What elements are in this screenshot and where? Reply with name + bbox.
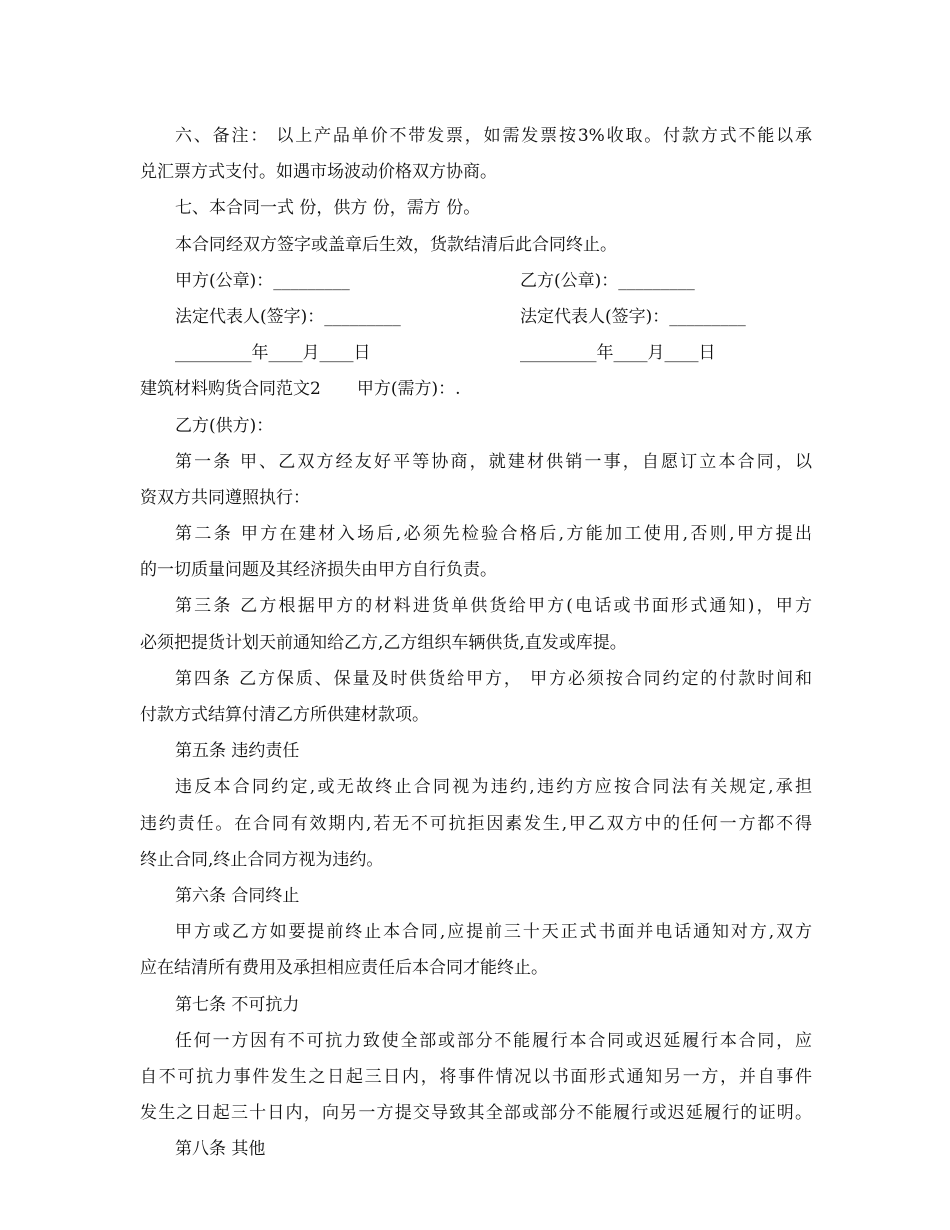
party-b-representative: 法定代表人(签字)：_________: [520, 306, 746, 327]
contract-heading: [140, 371, 812, 407]
article-5-line-2: 违约责任。在合同有效期内,若无不可抗拒因素发生,甲乙双方中的任何一方都不得: [140, 813, 812, 834]
article-5-line-3: 终止合同,终止合同方视为违约。: [140, 849, 384, 870]
copies-clause: 七、本合同一式 份，供方 份，需方 份。: [175, 198, 481, 219]
article-5-heading: 第五条 违约责任: [175, 741, 300, 762]
party-a-date: _________年____月____日: [175, 343, 371, 364]
article-5-line-1: 违反本合同约定,或无故终止合同视为违约,违约方应按合同法有关规定,承担: [175, 777, 812, 798]
article-3-line-1: 第三条 乙方根据甲方的材料进货单供货给甲方(电话或书面形式通知)，甲方: [175, 596, 812, 617]
article-7-line-1: 任何一方因有不可抗力致使全部或部分不能履行本合同或迟延履行本合同，应: [175, 1030, 812, 1051]
party-a-representative: 法定代表人(签字)：_________: [175, 306, 401, 327]
article-2-line-2: 的一切质量问题及其经济损失由甲方自行负责。: [140, 560, 497, 581]
signature-row-date: [140, 335, 812, 371]
article-6-line-2: 应在结清所有费用及承担相应责任后本合同才能终止。: [140, 958, 548, 979]
article-6-heading: 第六条 合同终止: [175, 885, 300, 906]
article-1-line-1: 第一条 甲、乙双方经友好平等协商，就建材供销一事，自愿订立本合同，以: [175, 451, 812, 472]
article-4-line-2: 付款方式结算付清乙方所供建材款项。: [140, 705, 429, 725]
signature-row-rep: [140, 299, 812, 335]
remark-line-1: 六、备注： 以上产品单价不带发票，如需发票按3%收取。付款方式不能以承: [175, 126, 812, 146]
party-b-seal: 乙方(公章)：_________: [520, 270, 695, 291]
article-4-line-1: 第四条 乙方保质、保量及时供货给甲方， 甲方必须按合同约定的付款时间和: [175, 668, 812, 689]
effective-clause: 本合同经双方签字或盖章后生效，货款结清后此合同终止。: [175, 234, 617, 255]
signature-row-seal: [140, 263, 812, 299]
party-b-date: _________年____月____日: [520, 343, 716, 364]
article-6-line-1: 甲方或乙方如要提前终止本合同,应提前三十天正式书面并电话通知对方,双方: [175, 922, 812, 943]
contract-title: 建筑材料购货合同范文2: [140, 379, 321, 400]
article-7-heading: 第七条 不可抗力: [175, 994, 300, 1015]
remark-line-2: 兑汇票方式支付。如遇市场波动价格双方协商。: [140, 162, 497, 183]
article-2-line-1: 第二条 甲方在建材入场后,必须先检验合格后,方能加工使用,否则,甲方提出: [175, 524, 812, 545]
document-body: [140, 118, 812, 1167]
article-7-line-2: 自不可抗力事件发生之日起三日内，将事件情况以书面形式通知另一方，并自事件: [140, 1066, 812, 1087]
article-7-line-3: 发生之日起三十日内，向另一方提交导致其全部或部分不能履行或迟延履行的证明。: [140, 1103, 812, 1124]
article-8-heading: 第八条 其他: [175, 1139, 266, 1160]
article-3-line-2: 必须把提货计划天前通知给乙方,乙方组织车辆供货,直发或库提。: [140, 632, 627, 653]
party-b-supplier: 乙方(供方)：: [175, 415, 274, 436]
party-a-seal: 甲方(公章)：_________: [175, 270, 350, 291]
party-a-buyer: 甲方(需方)：.: [356, 379, 461, 400]
article-1-line-2: 资双方共同遵照执行：: [140, 487, 310, 508]
